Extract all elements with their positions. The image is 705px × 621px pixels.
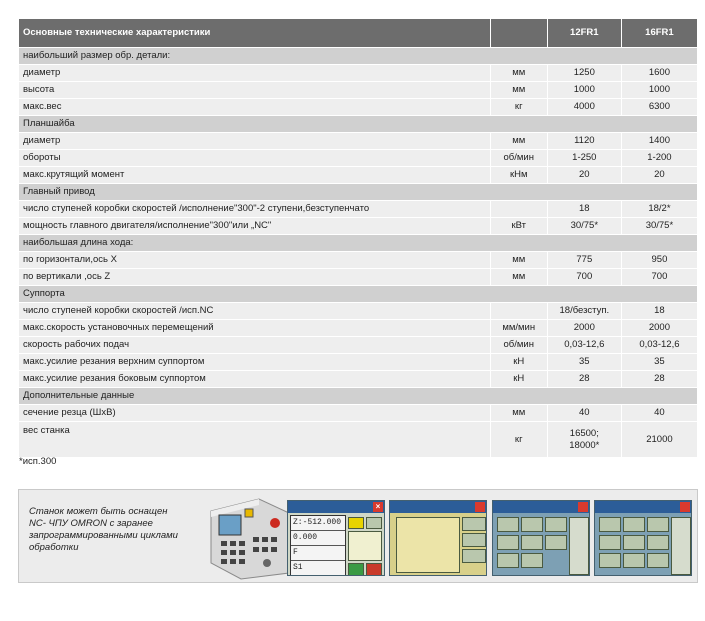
close-icon xyxy=(680,502,690,512)
value-12fr1: 1250 xyxy=(548,65,621,81)
table-row xyxy=(19,99,697,115)
unit-cell: кН xyxy=(491,371,547,387)
value-12fr1: 30/75* xyxy=(548,218,621,234)
section-label: наибольшая длина хода: xyxy=(19,235,697,251)
nc-line: NC- ЧПУ OMRON с заранее xyxy=(29,518,153,529)
spec-table xyxy=(18,18,698,458)
unit-cell: об/мин xyxy=(491,337,547,353)
table-row xyxy=(19,65,697,81)
table-row xyxy=(19,133,697,149)
footnote: *исп.300 xyxy=(19,456,57,467)
value-12fr1: 0,03-12,6 xyxy=(548,337,621,353)
cycle-button-icon xyxy=(521,553,543,568)
cycle-button-icon xyxy=(545,517,567,532)
f-label: F xyxy=(291,546,345,561)
tool-button-icon xyxy=(366,517,382,529)
header-title: Основные технические характеристики xyxy=(19,19,490,47)
cycle-button-icon xyxy=(497,553,519,568)
unit-cell: мм xyxy=(491,133,547,149)
cycle-button-icon xyxy=(497,517,519,532)
section-label: Главный привод xyxy=(19,184,697,200)
value-16fr1: 1000 xyxy=(622,82,697,98)
cycle-button-icon xyxy=(545,535,567,550)
table-header xyxy=(19,19,697,47)
cycle-button-icon xyxy=(521,517,543,532)
value-16fr1: 30/75* xyxy=(622,218,697,234)
value-12fr1: 1-250 xyxy=(548,150,621,166)
table-row xyxy=(19,201,697,217)
section-row xyxy=(19,184,697,200)
value-16fr1: 0,03-12,6 xyxy=(622,337,697,353)
value-12fr1: 2000 xyxy=(548,320,621,336)
table-row xyxy=(19,167,697,183)
nc-screen-3 xyxy=(492,500,590,576)
param-label: число ступеней коробки скоростей /исп.NC xyxy=(19,303,490,319)
cycle-button-icon xyxy=(623,553,645,568)
cycle-button-icon xyxy=(647,553,669,568)
coordinate-panel xyxy=(290,515,346,576)
side-button-icon xyxy=(462,549,486,563)
z-readout: Z:-512.000 xyxy=(291,516,345,531)
param-label: по вертикали ,ось Z xyxy=(19,269,490,285)
header-unit xyxy=(491,19,547,47)
section-label: Суппорта xyxy=(19,286,697,302)
value-16fr1: 21000 xyxy=(622,422,697,457)
value-16fr1: 1600 xyxy=(622,65,697,81)
close-icon xyxy=(578,502,588,512)
nc-screen-4 xyxy=(594,500,692,576)
value-16fr1: 6300 xyxy=(622,99,697,115)
cycle-button-icon xyxy=(647,517,669,532)
param-label: макс.скорость установочных перемещений xyxy=(19,320,490,336)
section-row xyxy=(19,286,697,302)
close-icon xyxy=(475,502,485,512)
value-16fr1: 18 xyxy=(622,303,697,319)
cycle-button-icon xyxy=(599,517,621,532)
value-16fr1: 950 xyxy=(622,252,697,268)
value-16fr1: 2000 xyxy=(622,320,697,336)
table-row xyxy=(19,82,697,98)
unit-cell: мм xyxy=(491,65,547,81)
nc-screen-2 xyxy=(389,500,487,576)
value-12fr1: 18 xyxy=(548,201,621,217)
nc-screen-1 xyxy=(287,500,385,576)
unit-cell xyxy=(491,201,547,217)
section-label: Планшайба xyxy=(19,116,697,132)
value-12fr1: 18/безступ. xyxy=(548,303,621,319)
value-12fr1: 28 xyxy=(548,371,621,387)
table-row xyxy=(19,422,697,457)
control-panel-image xyxy=(197,493,293,581)
value-12fr1: 35 xyxy=(548,354,621,370)
unit-cell: мм xyxy=(491,252,547,268)
screen-title-bar xyxy=(493,501,589,513)
cycle-button-icon xyxy=(647,535,669,550)
cycle-button-icon xyxy=(623,517,645,532)
value-16fr1: 700 xyxy=(622,269,697,285)
table-row xyxy=(19,269,697,285)
unit-cell: кг xyxy=(491,422,547,457)
cycle-button-icon xyxy=(623,535,645,550)
unit-cell xyxy=(491,303,547,319)
cycle-button-icon xyxy=(599,553,621,568)
screen-title-bar xyxy=(288,501,384,513)
unit-cell: об/мин xyxy=(491,150,547,166)
unit-cell: мм xyxy=(491,405,547,421)
screen-title-bar xyxy=(390,501,486,513)
stop-button-icon xyxy=(366,563,382,576)
value-line: 18000* xyxy=(569,439,600,451)
geometry-preview-icon xyxy=(348,531,382,561)
unit-cell: кг xyxy=(491,99,547,115)
param-label: высота xyxy=(19,82,490,98)
section-row xyxy=(19,48,697,64)
table-row xyxy=(19,405,697,421)
header-model-12fr1: 12FR1 xyxy=(548,19,621,47)
table-row xyxy=(19,354,697,370)
table-row xyxy=(19,150,697,166)
param-label: скорость рабочих подач xyxy=(19,337,490,353)
s-label: S1 xyxy=(291,561,345,576)
unit-cell: мм/мин xyxy=(491,320,547,336)
value-12fr1: 775 xyxy=(548,252,621,268)
param-label: мощность главного двигателя/исполнение"300"или „NC" xyxy=(19,218,490,234)
header-model-16fr1: 16FR1 xyxy=(622,19,697,47)
start-button-icon xyxy=(348,563,364,576)
side-button-icon xyxy=(462,533,486,547)
value-16fr1: 1400 xyxy=(622,133,697,149)
x-readout: 0.000 xyxy=(291,531,345,546)
section-label: наибольший размер обр. детали: xyxy=(19,48,697,64)
table-row xyxy=(19,218,697,234)
unit-cell: кВт xyxy=(491,218,547,234)
param-label: сечение резца (ШxВ) xyxy=(19,405,490,421)
value-16fr1: 28 xyxy=(622,371,697,387)
value-12fr1: 4000 xyxy=(548,99,621,115)
value-16fr1: 18/2* xyxy=(622,201,697,217)
scroll-panel-icon xyxy=(671,517,691,575)
value-12fr1 xyxy=(548,422,621,457)
section-row xyxy=(19,116,697,132)
unit-cell: мм xyxy=(491,269,547,285)
scroll-panel-icon xyxy=(569,517,589,575)
value-16fr1: 40 xyxy=(622,405,697,421)
value-16fr1: 20 xyxy=(622,167,697,183)
nc-line: Станок может быть оснащен xyxy=(29,506,168,517)
value-line: 16500; xyxy=(569,427,599,439)
param-label: вес станка xyxy=(19,422,490,457)
cycle-button-icon xyxy=(521,535,543,550)
yellow-button-icon xyxy=(348,517,364,529)
section-row xyxy=(19,235,697,251)
param-label: число ступеней коробки скоростей /исполнение"300"-2 ступени,безступенчато xyxy=(19,201,490,217)
side-button-icon xyxy=(462,517,486,531)
nc-description xyxy=(29,506,194,554)
table-row xyxy=(19,320,697,336)
nc-line: обработки xyxy=(29,542,79,553)
param-label: макс.усилие резания боковым суппортом xyxy=(19,371,490,387)
cycle-button-icon xyxy=(497,535,519,550)
param-label: диаметр xyxy=(19,65,490,81)
value-12fr1: 20 xyxy=(548,167,621,183)
unit-cell: кН xyxy=(491,354,547,370)
nc-line: запрограммированными циклами xyxy=(29,530,178,541)
tool-path-diagram-icon xyxy=(396,517,460,573)
section-label: Дополнительные данные xyxy=(19,388,697,404)
unit-cell: мм xyxy=(491,82,547,98)
value-16fr1: 1-200 xyxy=(622,150,697,166)
param-label: по горизонтали,ось X xyxy=(19,252,490,268)
nc-info-block xyxy=(18,489,698,583)
param-label: макс.усилие резания верхним суппортом xyxy=(19,354,490,370)
table-row xyxy=(19,371,697,387)
value-12fr1: 1120 xyxy=(548,133,621,149)
screen-title-bar xyxy=(595,501,691,513)
value-16fr1: 35 xyxy=(622,354,697,370)
cycle-button-icon xyxy=(599,535,621,550)
param-label: макс.вес xyxy=(19,99,490,115)
value-12fr1: 40 xyxy=(548,405,621,421)
param-label: макс.крутящий момент xyxy=(19,167,490,183)
value-12fr1: 1000 xyxy=(548,82,621,98)
param-label: обороты xyxy=(19,150,490,166)
section-row xyxy=(19,388,697,404)
param-label: диаметр xyxy=(19,133,490,149)
table-row xyxy=(19,303,697,319)
close-icon: × xyxy=(373,502,383,512)
table-row xyxy=(19,337,697,353)
table-row xyxy=(19,252,697,268)
unit-cell: кНм xyxy=(491,167,547,183)
value-12fr1: 700 xyxy=(548,269,621,285)
